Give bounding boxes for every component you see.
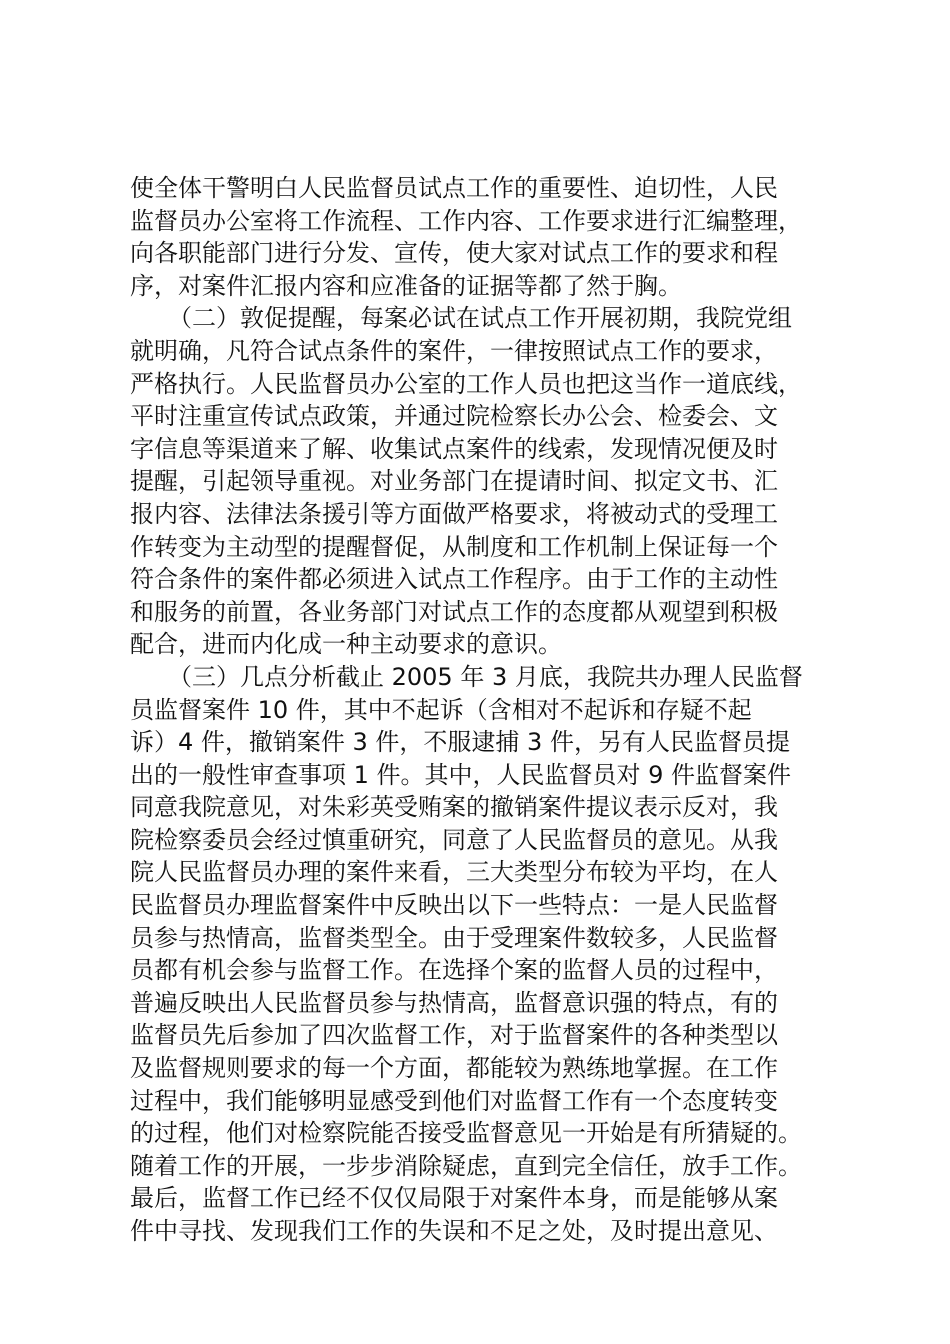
text-line: 件中寻找、发现我们工作的失误和不足之处，及时提出意见、 (130, 1217, 778, 1245)
text-line: 符合条件的案件都必须进入试点工作程序。由于工作的主动性 (130, 565, 778, 594)
text-line: 使全体干警明白人民监督员试点工作的重要性、迫切性，人民 (130, 174, 778, 202)
text-line: 的过程，他们对检察院能否接受监督意见一开始是有所猜疑的。 (130, 1119, 802, 1148)
text-line: 同意我院意见，对朱彩英受贿案的撤销案件提议表示反对，我 (130, 793, 778, 822)
text-line: 院人民监督员办理的案件来看，三大类型分布较为平均，在人 (130, 858, 778, 887)
text-line: 及监督规则要求的每一个方面，都能较为熟练地掌握。在工作 (130, 1054, 778, 1083)
paragraph-2-first-line: （二）敦促提醒，每案必试在试点工作开展初期，我院党组 (168, 304, 792, 333)
text-line: 配合，进而内化成一种主动要求的意识。 (130, 630, 562, 659)
text-line: 和服务的前置，各业务部门对试点工作的态度都从观望到积极 (130, 597, 778, 626)
text-line: 诉）4 件，撤销案件 3 件，不服逮捕 3 件，另有人民监督员提 (130, 728, 790, 757)
text-line: 就明确，凡符合试点条件的案件，一律按照试点工作的要求， (130, 336, 778, 365)
text-line: 过程中，我们能够明显感受到他们对监督工作有一个态度转变 (130, 1086, 778, 1115)
text-line: 字信息等渠道来了解、收集试点案件的线索，发现情况便及时 (130, 434, 778, 463)
body-text (130, 172, 830, 1248)
text-line: 报内容、法律法条援引等方面做严格要求，将被动式的受理工 (130, 499, 778, 528)
text-line: 最后，监督工作已经不仅仅局限于对案件本身，而是能够从案 (130, 1184, 778, 1213)
text-line: 随着工作的开展，一步步消除疑虑，直到完全信任，放手工作。 (130, 1151, 802, 1180)
text-line: 员监督案件 10 件，其中不起诉（含相对不起诉和存疑不起 (130, 695, 752, 724)
text-line: 员都有机会参与监督工作。在选择个案的监督人员的过程中， (130, 956, 778, 985)
text-line: 序，对案件汇报内容和应准备的证据等都了然于胸。 (130, 271, 682, 300)
text-line: 向各职能部门进行分发、宣传，使大家对试点工作的要求和程 (130, 239, 778, 268)
paragraph-3-first-line: （三）几点分析截止 2005 年 3 月底，我院共办理人民监督 (168, 662, 803, 691)
text-line: 普遍反映出人民监督员参与热情高，监督意识强的特点，有的 (130, 988, 778, 1017)
text-line: 院检察委员会经过慎重研究，同意了人民监督员的意见。从我 (130, 825, 778, 854)
text-line: 提醒，引起领导重视。对业务部门在提请时间、拟定文书、汇 (130, 467, 778, 496)
text-line: 员参与热情高，监督类型全。由于受理案件数较多，人民监督 (130, 923, 778, 952)
text-line: 出的一般性审查事项 1 件。其中，人民监督员对 9 件监督案件 (130, 760, 792, 789)
text-line: 监督员办公室将工作流程、工作内容、工作要求进行汇编整理， (130, 206, 802, 235)
text-line: 平时注重宣传试点政策，并通过院检察长办公会、检委会、文 (130, 402, 778, 431)
text-line: 作转变为主动型的提醒督促，从制度和工作机制上保证每一个 (130, 532, 778, 561)
text-line: 民监督员办理监督案件中反映出以下一些特点：一是人民监督 (130, 891, 778, 920)
text-line: 严格执行。人民监督员办公室的工作人员也把这当作一道底线， (130, 369, 802, 398)
text-line: 监督员先后参加了四次监督工作，对于监督案件的各种类型以 (130, 1021, 778, 1050)
